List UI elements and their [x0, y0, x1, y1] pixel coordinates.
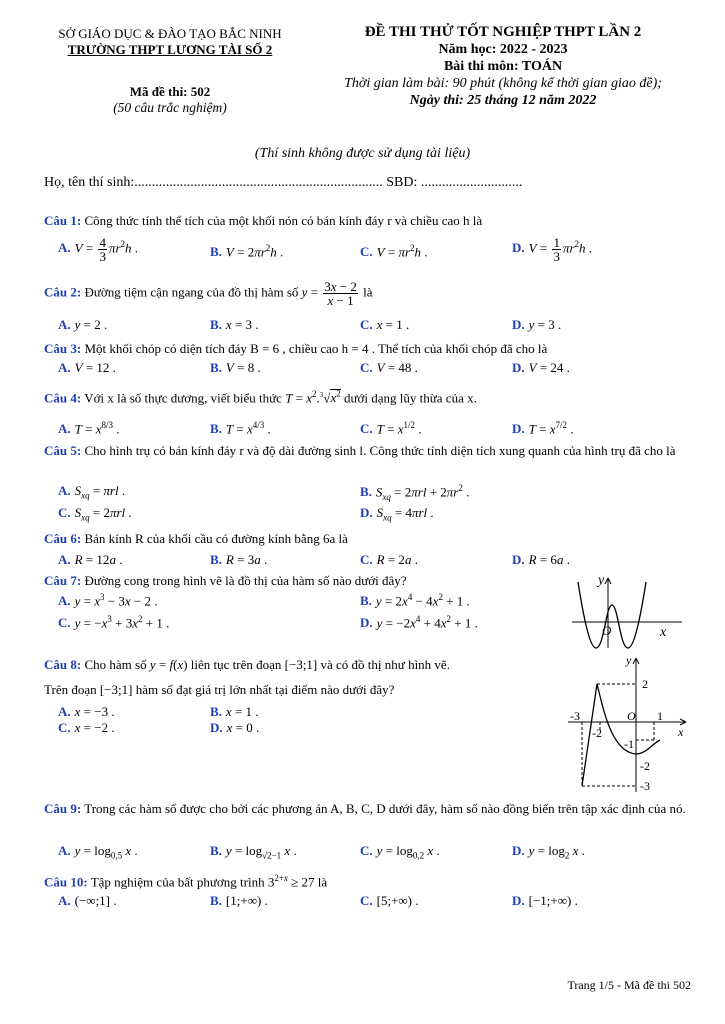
question-8-line2: Trên đoạn [−3;1] hàm số đạt giá trị lớn nhất tại điểm nào dưới đây?	[44, 682, 395, 697]
x-axis-label: x	[660, 625, 667, 640]
graph-q8	[560, 652, 690, 794]
q3-option-d[interactable]: D. V = 24 .	[512, 360, 570, 375]
q2-option-d[interactable]: D. y = 3 .	[512, 317, 562, 332]
q6-option-d[interactable]: D. R = 6a .	[512, 552, 570, 567]
q9-option-a[interactable]: A. $y = \log_{0,5} x$ .	[58, 843, 138, 861]
question-1	[44, 212, 694, 229]
duration: Thời gian làm bài: 90 phút (không kể thời gian giao đề);	[344, 76, 662, 91]
q10-option-c[interactable]: C. [5;+∞) .	[360, 893, 419, 908]
q10-option-d[interactable]: D. [−1;+∞) .	[512, 893, 578, 908]
q6-option-c[interactable]: C. R = 2a .	[360, 552, 418, 567]
q9-option-c[interactable]: C. $y = \log_{0,2} x$ .	[360, 843, 440, 861]
q3-option-a[interactable]: A. V = 12 .	[58, 360, 116, 375]
q1-option-c[interactable]: C. $V = \pi r^2h$ .	[360, 243, 428, 260]
question-7: Câu 7: Đường cong trong hình vẽ là đồ thị của hàm số nào dưới đây?	[44, 573, 407, 588]
q6-option-a[interactable]: A. R = 12a .	[58, 552, 123, 567]
question-2: Câu 2: Đường tiệm cận ngang của đồ thị hàm số y = $\frac{3x - 2}{x - 1}$ là	[44, 279, 373, 308]
origin-label: O	[602, 623, 612, 638]
q2-option-c[interactable]: C. x = 1 .	[360, 317, 410, 332]
tick-label: -1	[624, 737, 634, 751]
question-8: Câu 8: Cho hàm số y = f(x) liên tục trên đoạn [−3;1] và có đồ thị như hình vẽ.	[44, 657, 450, 672]
question-3: Câu 3: Một khối chóp có diện tích đáy B = 6 , chiều cao h = 4 . Thể tích của khối chóp đã cho là	[44, 341, 548, 356]
question-4: Câu 4: Với x là số thực dương, viết biểu thức $T = x^2.^3√x^2$ dưới dạng lũy thừa của x.	[44, 389, 477, 406]
origin-label: O	[627, 709, 636, 723]
y-axis-label: y	[626, 653, 632, 667]
school-name: TRƯỜNG THPT LƯƠNG TÀI SỐ 2	[67, 42, 273, 57]
q4-option-b[interactable]: B. $T = x^{4/3}$ .	[210, 420, 271, 437]
exam-note: (Thí sinh không được sử dụng tài liệu)	[254, 146, 471, 161]
q4-option-a[interactable]: A. $T = x^{8/3}$ .	[58, 420, 120, 437]
question-5: Câu 5: Cho hình trụ có bán kính đáy r và độ dài đường sinh l. Công thức tính diện tích xung quanh của hình trụ đã cho là	[44, 443, 676, 458]
q3-option-c[interactable]: C. V = 48 .	[360, 360, 418, 375]
tick-label: 1	[657, 709, 663, 723]
tick-label: -2	[640, 759, 650, 773]
q5-option-a[interactable]: A. $S_{xq} = \pi rl$ .	[58, 483, 126, 501]
q7-option-b[interactable]: B. $y = 2x^4 - 4x^2 + 1$ .	[360, 592, 470, 609]
exam-title: ĐỀ THI THỬ TỐT NGHIỆP THPT LẦN 2	[364, 24, 642, 40]
department-name: SỞ GIÁO DỤC & ĐÀO TẠO BẮC NINH	[58, 26, 282, 41]
q2-option-a[interactable]: A. y = 2 .	[58, 317, 108, 332]
student-info-line: Họ, tên thí sinh:....................................................................... SBD: .............................	[44, 175, 523, 190]
q1-option-b[interactable]: B. $V = 2\pi r^2h$ .	[210, 243, 284, 260]
graph-q7	[568, 570, 688, 652]
x-axis-label: x	[678, 725, 684, 739]
q5-option-c[interactable]: C. $S_{xq} = 2\pi rl$ .	[58, 505, 132, 523]
q2-option-b[interactable]: B. x = 3 .	[210, 317, 259, 332]
q8-option-b[interactable]: B. x = 1 .	[210, 704, 259, 719]
exam-code: Mã đề thi: 502	[129, 84, 211, 99]
subject: Bài thi môn: TOÁN	[443, 59, 563, 74]
page-footer: Trang 1/5 - Mã đề thi 502	[567, 978, 691, 992]
question-count: (50 câu trắc nghiệm)	[113, 100, 227, 115]
question-10: Câu 10: Tập nghiệm của bất phương trình $3^{2+x} \ge 27$ là	[44, 873, 328, 890]
school-year: Năm học: 2022 - 2023	[438, 42, 568, 57]
q9-option-d[interactable]: D. $y = \log_2 x$ .	[512, 843, 585, 861]
question-9: Câu 9: Trong các hàm số được cho bởi các phương án A, B, C, D dưới đây, hàm số nào đồng biến trên tập xác định của nó.	[44, 801, 686, 816]
q8-option-d[interactable]: D. x = 0 .	[210, 720, 260, 735]
question-text: Công thức tính thể tích của một khối nón có bán kính đáy r và chiều cao h là	[84, 213, 483, 228]
exam-date: Ngày thi: 25 tháng 12 năm 2022	[409, 93, 597, 108]
q5-option-d[interactable]: D. $S_{xq} = 4\pi rl$ .	[360, 505, 434, 523]
q5-option-b[interactable]: B. $S_{xq} = 2\pi rl + 2\pi r^2$ .	[360, 483, 470, 502]
header-left	[20, 26, 320, 116]
q4-option-d[interactable]: D. $T = x^{7/2}$ .	[512, 420, 574, 437]
header-right	[318, 24, 688, 109]
tick-label: 2	[642, 677, 648, 691]
q3-option-b[interactable]: B. V = 8 .	[210, 360, 261, 375]
q10-option-b[interactable]: B. [1;+∞) .	[210, 893, 268, 908]
q1-option-a[interactable]: A. V = $\frac{4}{3}$ $\pi r^2h$ .	[58, 235, 139, 264]
q8-option-c[interactable]: C. x = −2 .	[58, 720, 115, 735]
q7-option-a[interactable]: A. $y = x^3 - 3x - 2$ .	[58, 592, 158, 609]
q8-option-a[interactable]: A. x = −3 .	[58, 704, 115, 719]
tick-label: -3	[640, 779, 650, 793]
tick-label: -3	[570, 709, 580, 723]
question-6: Câu 6: Bán kính R của khối cầu có đường kính bằng 6a là	[44, 531, 348, 546]
q1-option-d[interactable]: D. V = $\frac{1}{3}$ $\pi r^2h$ .	[512, 235, 593, 264]
tick-label: -2	[592, 726, 602, 740]
q7-option-c[interactable]: C. $y = -x^3 + 3x^2 + 1$ .	[58, 614, 170, 631]
q9-option-b[interactable]: B. $y = \log_{√2-1} x$ .	[210, 843, 297, 861]
y-axis-label: y	[598, 573, 605, 588]
q6-option-b[interactable]: B. R = 3a .	[210, 552, 268, 567]
q7-option-d[interactable]: D. $y = -2x^4 + 4x^2 + 1$ .	[360, 614, 478, 631]
q4-option-c[interactable]: C. $T = x^{1/2}$ .	[360, 420, 422, 437]
question-number: Câu 1:	[44, 213, 82, 228]
q10-option-a[interactable]: A. (−∞;1] .	[58, 893, 117, 908]
